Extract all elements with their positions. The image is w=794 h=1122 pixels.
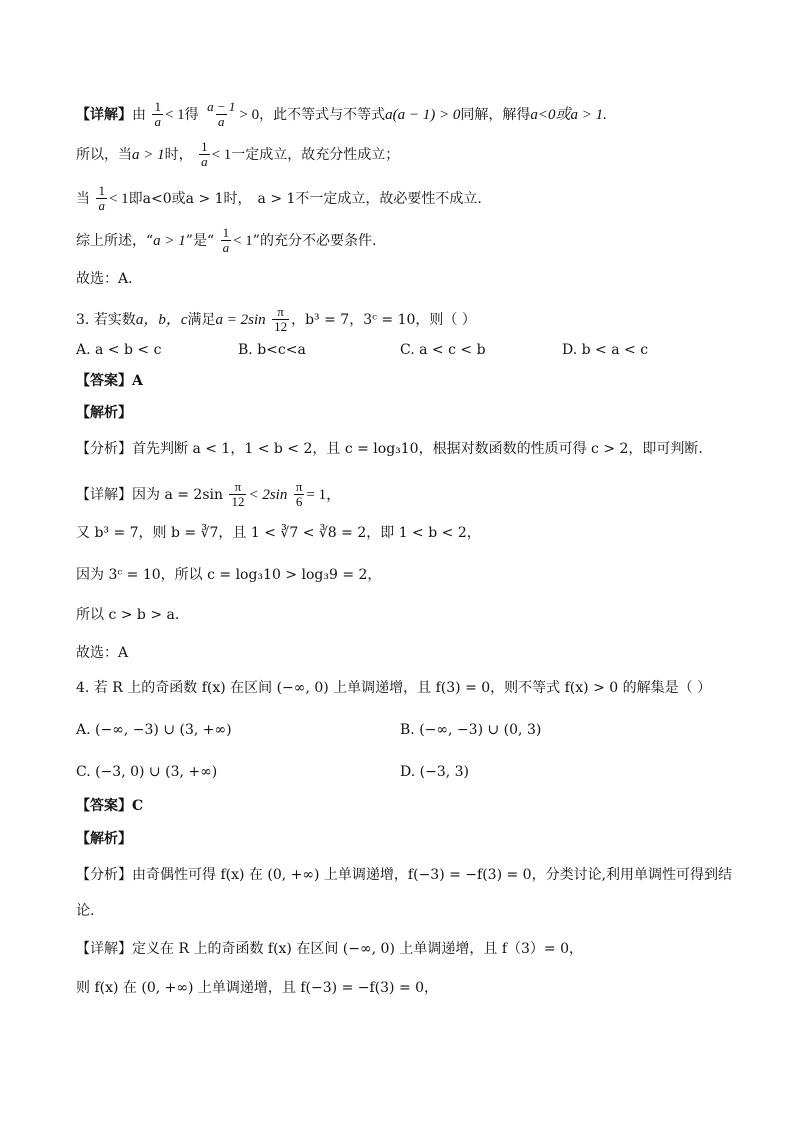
q4-fenxi-2: 论. <box>76 903 95 919</box>
question-3-stem: 3. 若实数a，b，c满足a = 2sin $\frac{\pi}{12}$ ，b³ = 7，3ᶜ = 10，则（ ） <box>76 304 476 335</box>
detail-line-3: 当 $\frac{1}{a}$ < 1即a<0或a > 1时， a > 1不一定成立，故必要性不成立. <box>76 183 482 214</box>
q4-option-d[interactable]: D. (−3, 3) <box>400 764 469 780</box>
q3-detail-4: 所以 c > b > a. <box>76 607 180 623</box>
q4-analysis-label: 【解析】 <box>76 831 132 847</box>
q3-detail-1: 【详解】因为 a = 2sin $\frac{\pi}{12}$ < 2sin $\frac{\pi}{6}$ = 1， <box>76 479 342 510</box>
q3-fenxi: 【分析】首先判断 a < 1，1 < b < 2，且 c = log₃10，根据对数函数的性质可得 c > 2，即可判断. <box>76 441 703 457</box>
fraction-1-over-a: $\frac{1}{a}$ <box>154 99 161 130</box>
q4-answer: 【答案】C <box>76 798 144 814</box>
q3-analysis-label: 【解析】 <box>76 405 132 421</box>
fraction-1-over-a: $\frac{1}{a}$ <box>98 183 105 214</box>
detail-line-1: 【详解】由 $\frac{1}{a}$ < 1得 $\frac{a - 1}{a}$ > 0，此不等式与不等式a(a − 1) > 0同解，解得a<0或a > 1. <box>76 99 607 130</box>
q4-option-c[interactable]: C. (−3, 0) ∪ (3, +∞) <box>76 764 218 780</box>
fraction-1-over-a: $\frac{1}{a}$ <box>222 225 230 256</box>
question-4-stem: 4. 若 R 上的奇函数 f(x) 在区间 (−∞, 0) 上单调递增，且 f(3) = 0，则不等式 f(x) > 0 的解集是（ ） <box>76 680 712 696</box>
fraction-a-minus-1-over-a: $\frac{a - 1}{a}$ <box>207 99 236 130</box>
q4-detail-2: 则 f(x) 在 (0, +∞) 上单调递增，且 f(−3) = −f(3) = 0， <box>76 980 439 996</box>
choose-line: 故选：A. <box>76 271 133 287</box>
q3-choose: 故选：A <box>76 645 129 661</box>
q3-detail-2: 又 b³ = 7，则 b = ∛7，且 1 < ∛7 < ∛8 = 2，即 1 < b < 2， <box>76 525 481 541</box>
detail-label: 【详解】 <box>76 106 132 123</box>
fraction-pi-over-12: $\frac{\pi}{12}$ <box>274 304 288 335</box>
q3-option-a[interactable]: A. a < b < c <box>76 342 162 358</box>
detail-line-4: 综上所述，“a > 1”是“ $\frac{1}{a}$ < 1”的充分不必要条件. <box>76 225 377 256</box>
q4-fenxi-1: 【分析】由奇偶性可得 f(x) 在 (0, +∞) 上单调递增，f(−3) = −f(3) = 0，分类讨论,利用单调性可得到结 <box>76 867 733 883</box>
q4-detail-1: 【详解】定义在 R 上的奇函数 f(x) 在区间 (−∞, 0) 上单调递增，且 f（3）= 0， <box>76 941 583 957</box>
fraction-pi-over-12: $\frac{\pi}{12}$ <box>231 479 245 510</box>
q3-option-c[interactable]: C. a < c < b <box>400 342 486 358</box>
fraction-pi-over-6: $\frac{\pi}{6}$ <box>295 479 303 510</box>
q3-detail-3: 因为 3ᶜ = 10，所以 c = log₃10 > log₃9 = 2， <box>76 567 382 583</box>
q3-answer: 【答案】A <box>76 373 143 389</box>
q3-option-b[interactable]: B. b<c<a <box>238 342 306 358</box>
q3-option-d[interactable]: D. b < a < c <box>562 342 649 358</box>
detail-line-2: 所以，当a > 1时， $\frac{1}{a}$ < 1一定成立，故充分性成立； <box>76 139 400 170</box>
q4-option-b[interactable]: B. (−∞, −3) ∪ (0, 3) <box>400 722 542 738</box>
q4-option-a[interactable]: A. (−∞, −3) ∪ (3, +∞) <box>76 722 232 738</box>
fraction-1-over-a: $\frac{1}{a}$ <box>201 139 208 170</box>
